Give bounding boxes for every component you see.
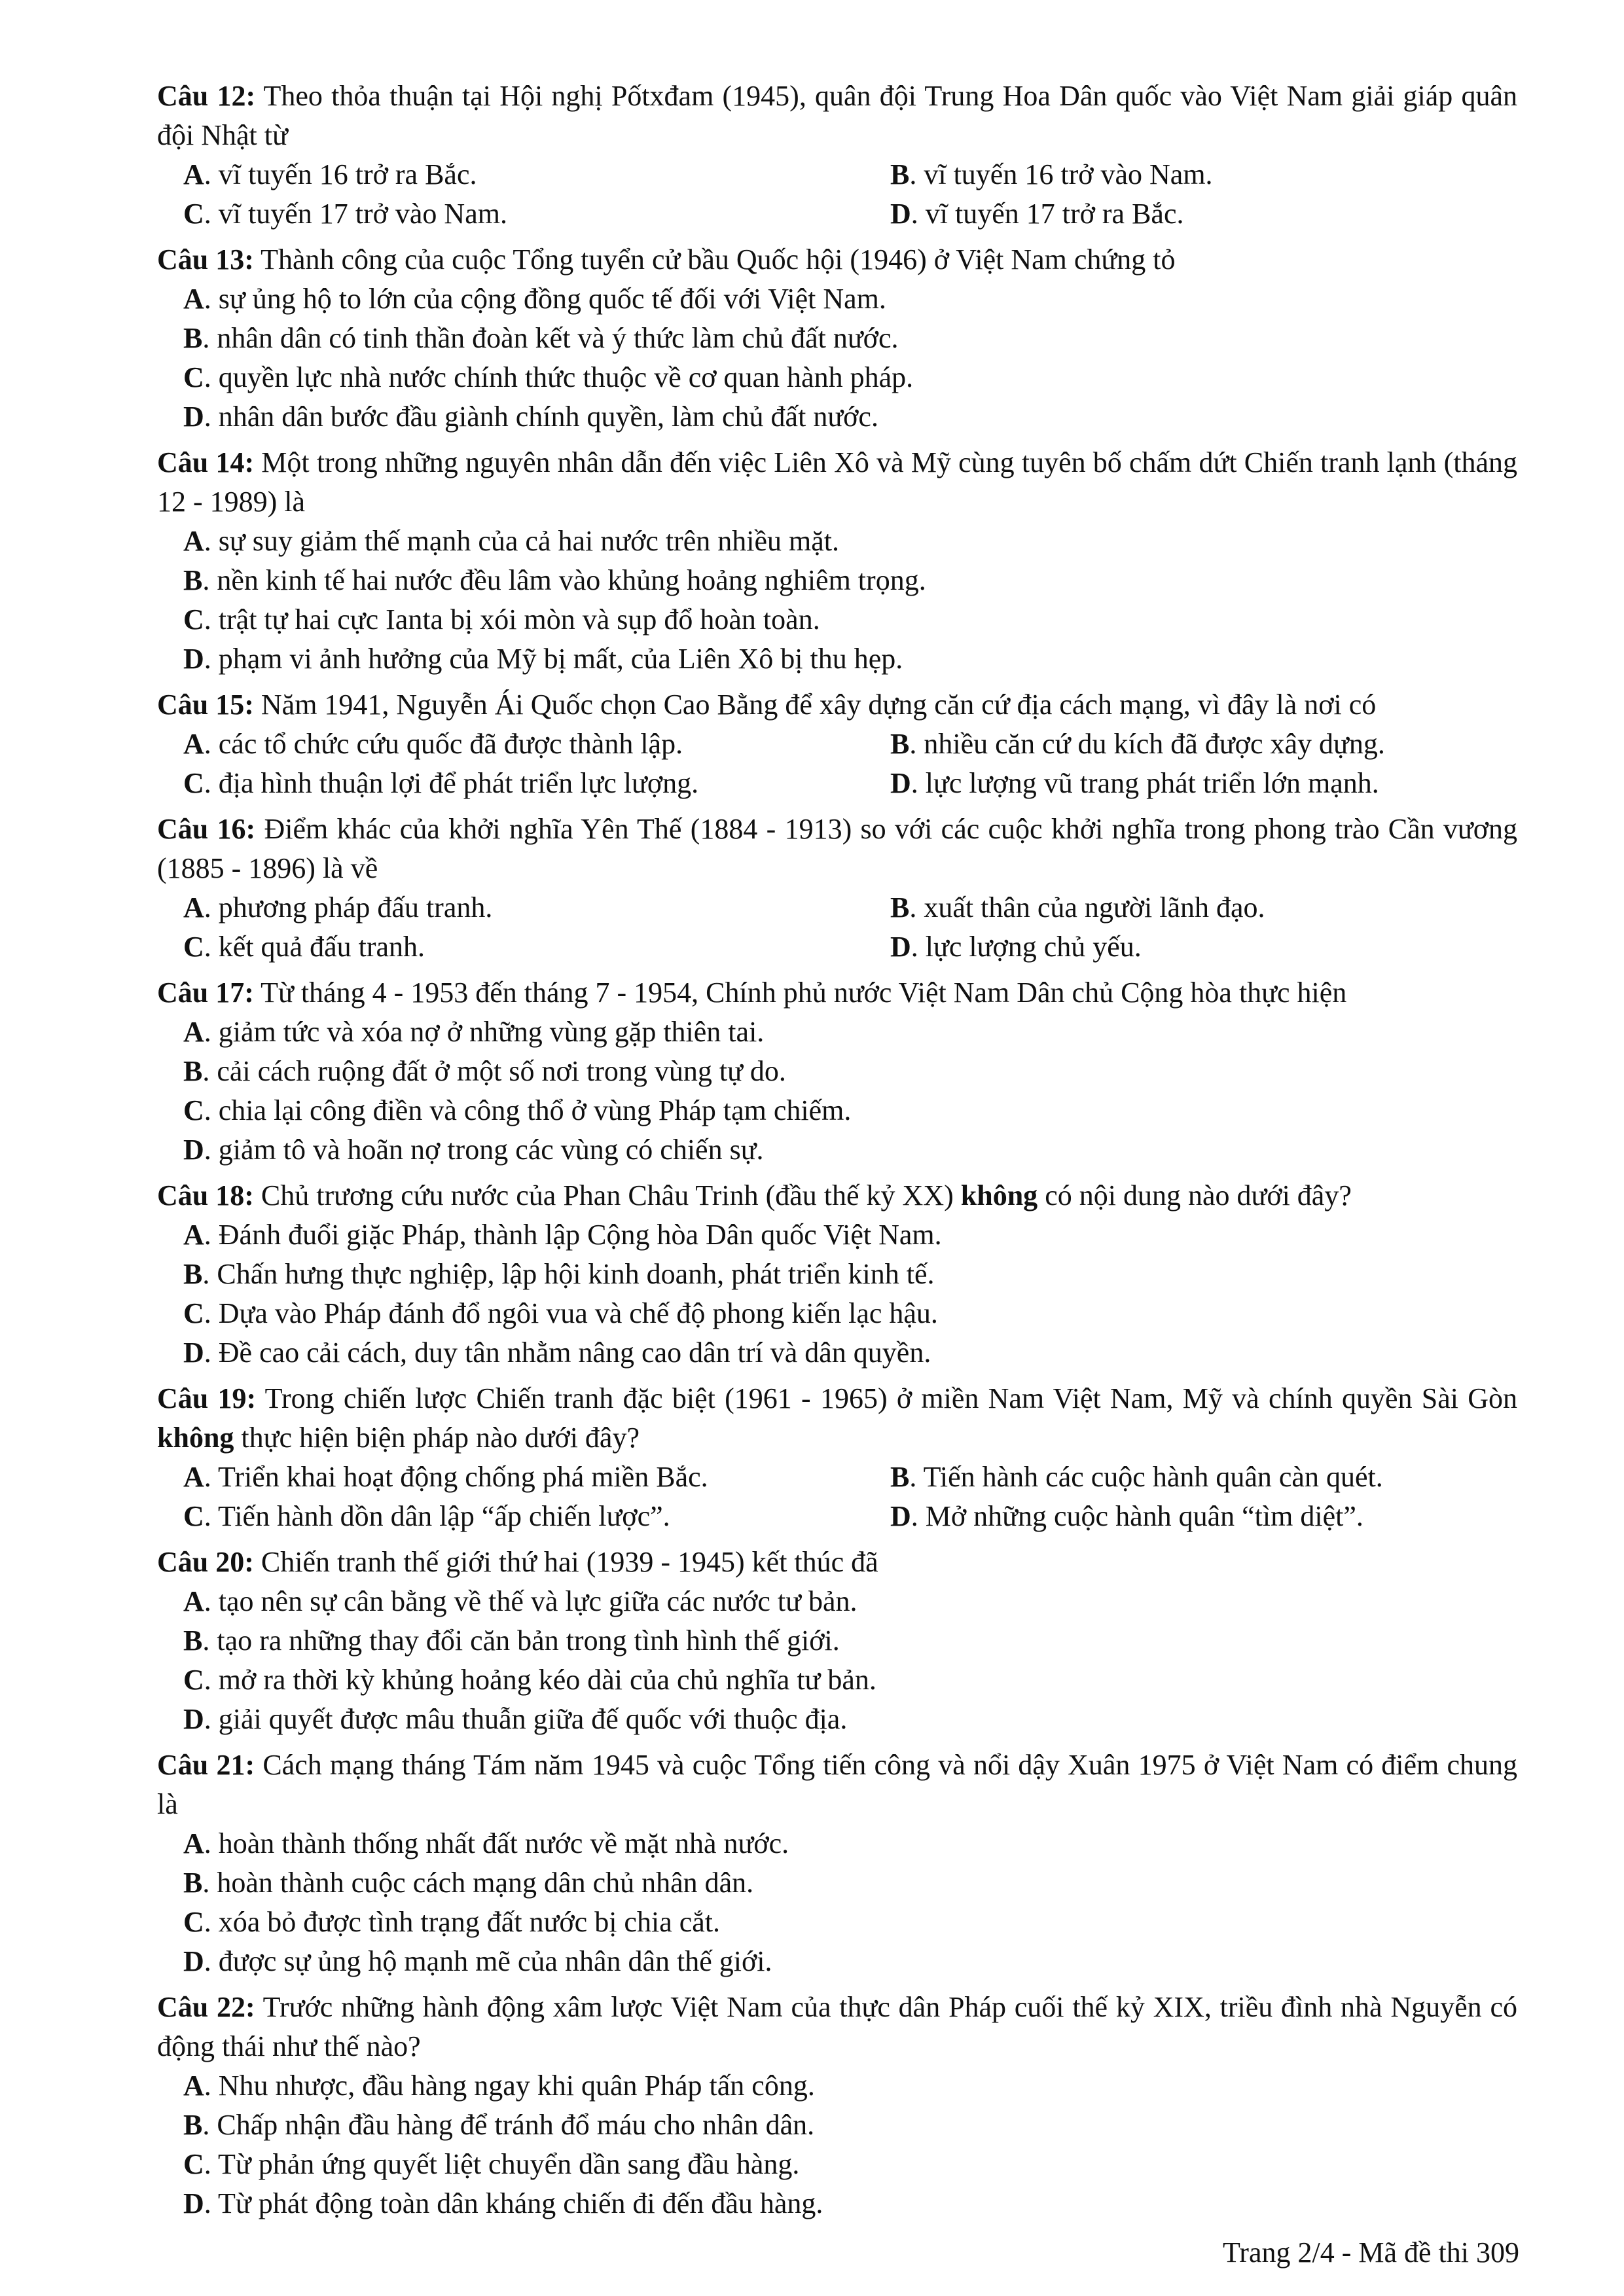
option-text: . hoàn thành thống nhất đất nước về mặt nhà nước.	[204, 1827, 789, 1859]
option-letter: C	[183, 361, 204, 393]
option-letter: A	[183, 1219, 204, 1251]
question-block	[157, 77, 1517, 234]
option-letter: C	[183, 931, 204, 963]
question-number: Câu 17:	[157, 977, 254, 1009]
question-text	[254, 1546, 878, 1578]
question-text	[157, 80, 1517, 151]
answer-option	[183, 1333, 1517, 1372]
answer-options	[157, 1458, 1517, 1536]
answer-option	[183, 1824, 1517, 1863]
option-text: . cải cách ruộng đất ở một số nơi trong vùng tự do.	[202, 1055, 786, 1087]
answer-option	[890, 927, 1545, 967]
question-text-part: Trước những hành động xâm lược Việt Nam của thực dân Pháp cuối thế kỷ XIX, triều đình nhà Nguyễn có động thái như thế nào?	[157, 1991, 1517, 2062]
answer-option	[183, 1130, 1517, 1170]
option-text: . lực lượng vũ trang phát triển lớn mạnh.	[911, 767, 1379, 799]
question-number: Câu 19:	[157, 1382, 257, 1414]
option-text: . nền kinh tế hai nước đều lâm vào khủng hoảng nghiêm trọng.	[202, 564, 926, 596]
option-letter: D	[890, 767, 911, 799]
answer-options	[157, 1013, 1517, 1170]
option-letter: D	[183, 1945, 204, 1977]
question-text	[157, 1991, 1517, 2062]
question-number: Câu 15:	[157, 689, 254, 721]
option-text: . địa hình thuận lợi để phát triển lực lượng.	[204, 767, 699, 799]
answer-options	[157, 279, 1517, 437]
option-text: . xuất thân của người lãnh đạo.	[909, 891, 1265, 924]
option-text: . sự suy giảm thế mạnh của cả hai nước trên nhiều mặt.	[204, 525, 840, 557]
page-footer: Trang 2/4 - Mã đề thi 309	[1222, 2236, 1519, 2269]
option-text: . được sự ủng hộ mạnh mẽ của nhân dân thế giới.	[204, 1945, 772, 1977]
answer-option	[183, 2145, 1517, 2184]
question-text-part: thực hiện biện pháp nào dưới đây?	[234, 1422, 640, 1454]
question-number: Câu 22:	[157, 1991, 255, 2023]
option-letter: C	[183, 767, 204, 799]
question-text-part: Cách mạng tháng Tám năm 1945 và cuộc Tổng tiến công và nổi dậy Xuân 1975 ở Việt Nam có điểm chung là	[157, 1749, 1517, 1820]
answer-option	[183, 1052, 1517, 1091]
option-letter: D	[183, 401, 204, 433]
answer-option	[183, 639, 1517, 679]
question-text	[157, 1382, 1517, 1454]
option-text: . Nhu nhược, đầu hàng ngay khi quân Pháp tấn công.	[204, 2070, 815, 2102]
question-stem	[157, 1988, 1517, 2066]
option-text: . vĩ tuyến 17 trở vào Nam.	[204, 198, 507, 230]
answer-options	[157, 522, 1517, 679]
option-text: . mở ra thời kỳ khủng hoảng kéo dài của chủ nghĩa tư bản.	[204, 1664, 876, 1696]
question-number: Câu 18:	[157, 1179, 254, 1211]
question-stem	[157, 1176, 1517, 1215]
option-letter: A	[183, 283, 204, 315]
answer-options	[157, 725, 1517, 803]
question-block	[157, 1176, 1517, 1372]
answer-options	[157, 888, 1517, 967]
answer-option	[183, 1700, 1517, 1739]
answer-options	[157, 1215, 1517, 1372]
option-letter: D	[183, 2187, 204, 2219]
option-text: . chia lại công điền và công thổ ở vùng Pháp tạm chiếm.	[204, 1094, 852, 1126]
answer-option	[183, 155, 890, 194]
answer-option	[183, 1582, 1517, 1621]
answer-option	[890, 725, 1545, 764]
option-text: . nhân dân có tinh thần đoàn kết và ý thức làm chủ đất nước.	[202, 322, 899, 354]
answer-option	[183, 1255, 1517, 1294]
option-text: . phương pháp đấu tranh.	[204, 891, 493, 924]
question-number: Câu 12:	[157, 80, 256, 112]
option-text: . Chấp nhận đầu hàng để tránh đổ máu cho nhân dân.	[202, 2109, 815, 2141]
option-letter: D	[890, 1500, 911, 1532]
question-text	[157, 1749, 1517, 1820]
option-text: . giảm tức và xóa nợ ở những vùng gặp thiên tai.	[204, 1016, 765, 1048]
question-text	[254, 689, 1376, 721]
question-block	[157, 810, 1517, 967]
answer-option	[183, 725, 890, 764]
option-letter: A	[183, 891, 204, 924]
question-text	[254, 977, 1346, 1009]
answer-options	[157, 1824, 1517, 1981]
answer-option	[890, 764, 1545, 803]
question-block	[157, 1379, 1517, 1536]
question-text-part: Trong chiến lược Chiến tranh đặc biệt (1961 - 1965) ở miền Nam Việt Nam, Mỹ và chính quyền Sài Gòn	[256, 1382, 1517, 1414]
answer-option	[183, 1013, 1517, 1052]
option-letter: C	[183, 1297, 204, 1329]
option-text: . quyền lực nhà nước chính thức thuộc về cơ quan hành pháp.	[204, 361, 914, 393]
option-text: . nhiều căn cứ du kích đã được xây dựng.	[909, 728, 1385, 760]
option-letter: A	[183, 1827, 204, 1859]
option-letter: B	[183, 2109, 203, 2141]
option-text: . giảm tô và hoãn nợ trong các vùng có chiến sự.	[204, 1134, 764, 1166]
option-letter: A	[183, 1461, 204, 1493]
option-letter: B	[890, 158, 910, 190]
answer-options	[157, 155, 1517, 234]
answer-option	[183, 279, 1517, 319]
option-text: . sự ủng hộ to lớn của cộng đồng quốc tế đối với Việt Nam.	[204, 283, 886, 315]
option-text: . phạm vi ảnh hưởng của Mỹ bị mất, của Liên Xô bị thu hẹp.	[204, 643, 903, 675]
answer-option	[183, 561, 1517, 600]
answer-option	[890, 155, 1545, 194]
question-number: Câu 13:	[157, 243, 254, 276]
question-block	[157, 443, 1517, 679]
answer-option	[183, 1091, 1517, 1130]
question-emphasis: không	[960, 1179, 1038, 1211]
question-stem	[157, 1543, 1517, 1582]
option-letter: B	[890, 891, 910, 924]
answer-option	[183, 1215, 1517, 1255]
answer-option	[890, 194, 1545, 234]
option-text: . Mở những cuộc hành quân “tìm diệt”.	[911, 1500, 1363, 1532]
question-stem	[157, 810, 1517, 888]
option-letter: C	[183, 1906, 204, 1938]
question-number: Câu 16:	[157, 813, 256, 845]
question-text-part: Một trong những nguyên nhân dẫn đến việc Liên Xô và Mỹ cùng tuyên bố chấm dứt Chiến tranh lạnh (tháng 12 - 1989) là	[157, 446, 1517, 518]
answer-option	[183, 1863, 1517, 1903]
option-letter: C	[183, 2148, 204, 2180]
answer-option	[183, 2106, 1517, 2145]
question-number: Câu 21:	[157, 1749, 255, 1781]
question-stem	[157, 685, 1517, 725]
option-text: . Triển khai hoạt động chống phá miền Bắc.	[204, 1461, 708, 1493]
question-stem	[157, 240, 1517, 279]
question-stem	[157, 1379, 1517, 1458]
option-text: . giải quyết được mâu thuẫn giữa đế quốc với thuộc địa.	[204, 1703, 848, 1735]
question-stem	[157, 443, 1517, 522]
question-block	[157, 973, 1517, 1170]
answer-options	[157, 1582, 1517, 1739]
question-number: Câu 14:	[157, 446, 255, 478]
option-text: . lực lượng chủ yếu.	[911, 931, 1142, 963]
question-block	[157, 685, 1517, 803]
question-text-part: Chiến tranh thế giới thứ hai (1939 - 1945) kết thúc đã	[253, 1546, 878, 1578]
option-letter: A	[183, 158, 204, 190]
answer-option	[183, 1294, 1517, 1333]
option-letter: C	[183, 198, 204, 230]
option-letter: B	[183, 322, 203, 354]
option-letter: B	[183, 1867, 203, 1899]
answer-option	[183, 522, 1517, 561]
question-list	[157, 77, 1517, 2230]
answer-option	[183, 888, 890, 927]
answer-option	[183, 1621, 1517, 1660]
option-letter: A	[183, 1585, 204, 1617]
option-text: . các tổ chức cứu quốc đã được thành lập.	[204, 728, 683, 760]
answer-option	[183, 1660, 1517, 1700]
option-text: . kết quả đấu tranh.	[204, 931, 425, 963]
option-letter: D	[183, 1134, 204, 1166]
answer-options	[157, 2066, 1517, 2223]
answer-option	[890, 1497, 1545, 1536]
option-text: . vĩ tuyến 17 trở ra Bắc.	[911, 198, 1184, 230]
question-emphasis: không	[157, 1422, 234, 1454]
option-letter: D	[183, 1703, 204, 1735]
question-text	[254, 1179, 1352, 1211]
option-text: . hoàn thành cuộc cách mạng dân chủ nhân dân.	[202, 1867, 754, 1899]
option-text: . nhân dân bước đầu giành chính quyền, làm chủ đất nước.	[204, 401, 878, 433]
question-block	[157, 1746, 1517, 1981]
option-text: . vĩ tuyến 16 trở vào Nam.	[909, 158, 1213, 190]
question-text-part: Điểm khác của khởi nghĩa Yên Thế (1884 - 1913) so với các cuộc khởi nghĩa trong phong trào Cần vương (1885 - 1896) là về	[157, 813, 1517, 884]
option-letter: C	[183, 603, 204, 636]
answer-option	[183, 1458, 890, 1497]
question-stem	[157, 1746, 1517, 1824]
question-block	[157, 1543, 1517, 1739]
answer-option	[183, 2184, 1517, 2223]
option-letter: D	[183, 1336, 204, 1369]
question-text-part: Chủ trương cứu nước của Phan Châu Trinh (đầu thế kỷ XX)	[253, 1179, 961, 1211]
question-text-part: có nội dung nào dưới đây?	[1038, 1179, 1352, 1211]
option-text: . Từ phát động toàn dân kháng chiến đi đến đầu hàng.	[204, 2187, 823, 2219]
answer-option	[183, 1903, 1517, 1942]
option-text: . Đề cao cải cách, duy tân nhằm nâng cao dân trí và dân quyền.	[204, 1336, 931, 1369]
option-letter: B	[183, 1055, 203, 1087]
answer-option	[183, 397, 1517, 437]
answer-option	[183, 927, 890, 967]
option-letter: B	[890, 728, 910, 760]
option-letter: D	[890, 198, 911, 230]
question-text-part: Năm 1941, Nguyễn Ái Quốc chọn Cao Bằng để xây dựng căn cứ địa cách mạng, vì đây là nơi có	[253, 689, 1377, 721]
option-letter: A	[183, 728, 204, 760]
answer-option	[183, 600, 1517, 639]
answer-option	[890, 888, 1545, 927]
option-letter: B	[183, 1624, 203, 1657]
option-text: . tạo nên sự cân bằng về thế và lực giữa các nước tư bản.	[204, 1585, 857, 1617]
answer-option	[183, 2066, 1517, 2106]
option-text: . vĩ tuyến 16 trở ra Bắc.	[204, 158, 477, 190]
option-letter: C	[183, 1664, 204, 1696]
answer-option	[183, 194, 890, 234]
option-letter: B	[183, 564, 203, 596]
answer-option	[183, 358, 1517, 397]
question-stem	[157, 77, 1517, 155]
option-letter: D	[890, 931, 911, 963]
option-letter: B	[183, 1258, 203, 1290]
option-letter: D	[183, 643, 204, 675]
option-letter: C	[183, 1500, 204, 1532]
option-letter: B	[890, 1461, 910, 1493]
question-text	[157, 813, 1517, 884]
option-text: . Chấn hưng thực nghiệp, lập hội kinh doanh, phát triển kinh tế.	[202, 1258, 935, 1290]
answer-option	[183, 1497, 890, 1536]
option-text: . trật tự hai cực Ianta bị xói mòn và sụp đổ hoàn toàn.	[204, 603, 820, 636]
option-text: . Đánh đuổi giặc Pháp, thành lập Cộng hòa Dân quốc Việt Nam.	[204, 1219, 942, 1251]
question-text-part: Theo thỏa thuận tại Hội nghị Pốtxđam (1945), quân đội Trung Hoa Dân quốc vào Việt Nam giải giáp quân đội Nhật từ	[157, 80, 1517, 151]
answer-option	[183, 1942, 1517, 1981]
question-block	[157, 1988, 1517, 2223]
option-text: . Tiến hành dồn dân lập “ấp chiến lược”.	[204, 1500, 670, 1532]
question-text-part: Thành công của cuộc Tổng tuyển cử bầu Quốc hội (1946) ở Việt Nam chứng tỏ	[253, 243, 1176, 276]
question-block	[157, 240, 1517, 437]
question-number: Câu 20:	[157, 1546, 254, 1578]
option-letter: A	[183, 1016, 204, 1048]
option-text: . tạo ra những thay đổi căn bản trong tình hình thế giới.	[202, 1624, 840, 1657]
question-text	[254, 243, 1176, 276]
answer-option	[183, 764, 890, 803]
option-letter: C	[183, 1094, 204, 1126]
option-letter: A	[183, 525, 204, 557]
option-text: . Tiến hành các cuộc hành quân càn quét.	[909, 1461, 1383, 1493]
option-text: . xóa bỏ được tình trạng đất nước bị chia cắt.	[204, 1906, 720, 1938]
question-stem	[157, 973, 1517, 1013]
question-text-part: Từ tháng 4 - 1953 đến tháng 7 - 1954, Chính phủ nước Việt Nam Dân chủ Cộng hòa thực hiện	[253, 977, 1347, 1009]
answer-option	[183, 319, 1517, 358]
option-text: . Từ phản ứng quyết liệt chuyển dần sang đầu hàng.	[204, 2148, 800, 2180]
answer-option	[890, 1458, 1545, 1497]
option-text: . Dựa vào Pháp đánh đổ ngôi vua và chế độ phong kiến lạc hậu.	[204, 1297, 938, 1329]
question-text	[157, 446, 1517, 518]
option-letter: A	[183, 2070, 204, 2102]
